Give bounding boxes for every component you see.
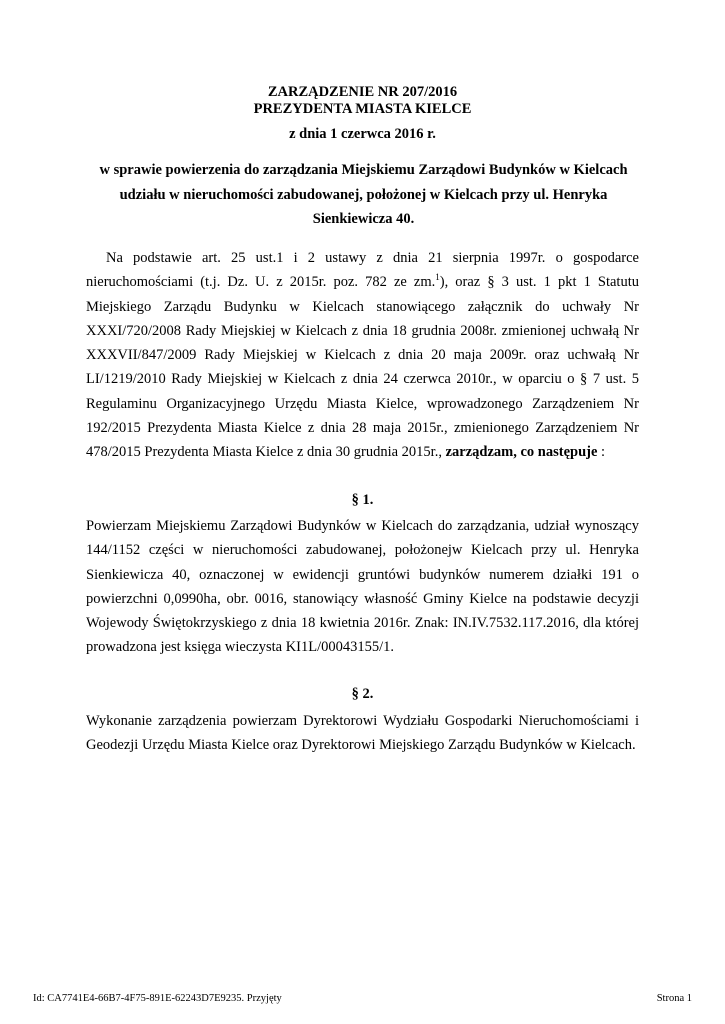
document-header	[0, 84, 725, 118]
paragraph-2-text: Wykonanie zarządzenia powierzam Dyrektorowi Wydziału Gospodarki Nieruchomościami i Geodezji Urzędu Miasta Kielce oraz Dyrektorowi Miejskiego Zarządu Budynków w Kielcach.	[86, 713, 639, 754]
document-date: z dnia 1 czerwca 2016 r.	[289, 126, 436, 142]
document-subject: w sprawie powierzenia do zarządzania Miejskiemu Zarządowi Budynków w Kielcach udziału w nieruchomości zabudowanej, położonej w Kielcach przy ul. Henryka Sienkiewicza 40.	[99, 162, 628, 227]
preamble-decision: zarządzam, co następuje	[445, 444, 598, 461]
preamble-text-1: Na podstawie art. 25 ust.1 i 2 ustawy z dnia 21 sierpnia 1997r. o gospodarce nieruchomościami (t.j. Dz. U. z 2015r. poz. 782 ze zm.	[86, 250, 639, 291]
footer-page-number: Strona 1	[656, 993, 692, 1004]
footnote-ref: 1	[435, 272, 440, 283]
footer-document-id: Id: CA7741E4-66B7-4F75-891E-62243D7E9235. Przyjęty	[33, 993, 282, 1004]
paragraph-2-heading: § 2.	[351, 686, 374, 702]
preamble	[86, 246, 639, 465]
paragraph-1-text: Powierzam Miejskiemu Zarządowi Budynków w Kielcach do zarządzania, udział wynoszący 144/1152 części w nieruchomości zabudowanej, położonejw Kielcach przy ul. Henryka Sienkiewicza 40, oznaczonej w ewidencji gruntówi budynków numerem działki 191 o powierzchni 0,0990ha, obr. 0016, stanowiący własność Gminy Kielce na podstawie decyzji Wojewody Świętokrzyskiego z dnia 18 kwietnia 2016r. Znak: IN.IV.7532.117.2016, dla której prowadzona jest księga wieczysta KI1L/00043155/1.	[86, 518, 639, 656]
paragraph-1-heading: § 1.	[351, 492, 374, 508]
document-title: ZARZĄDZENIE NR 207/2016	[267, 84, 458, 100]
preamble-end: :	[597, 444, 606, 461]
document-issuer: PREZYDENTA MIASTA KIELCE	[253, 101, 472, 117]
preamble-text-2: ), oraz § 3 ust. 1 pkt 1 Statutu Miejskiego Zarządu Budynku w Kielcach stanowiącego załącznik do uchwały Nr XXXI/720/2008 Rady Miejskiej w Kielcach z dnia 18 grudnia 2008r. zmienionej uchwałą Nr XXXVII/847/2009 Rady Miejskiej w Kielcach z dnia 20 maja 2009r. oraz uchwałą Nr LI/1219/2010 Rady Miejskiej w Kielcach z dnia 24 czerwca 2010r., w oparciu o § 7 ust. 5 Regulaminu Organizacyjnego Urzędu Miasta Kielce, wprowadzonego Zarządzeniem Nr 192/2015 Prezydenta Miasta Kielce z dnia 28 maja 2015r., zmienionego Zarządzeniem Nr 478/2015 Prezydenta Miasta Kielce z dnia 30 grudnia 2015r.,	[86, 274, 639, 461]
